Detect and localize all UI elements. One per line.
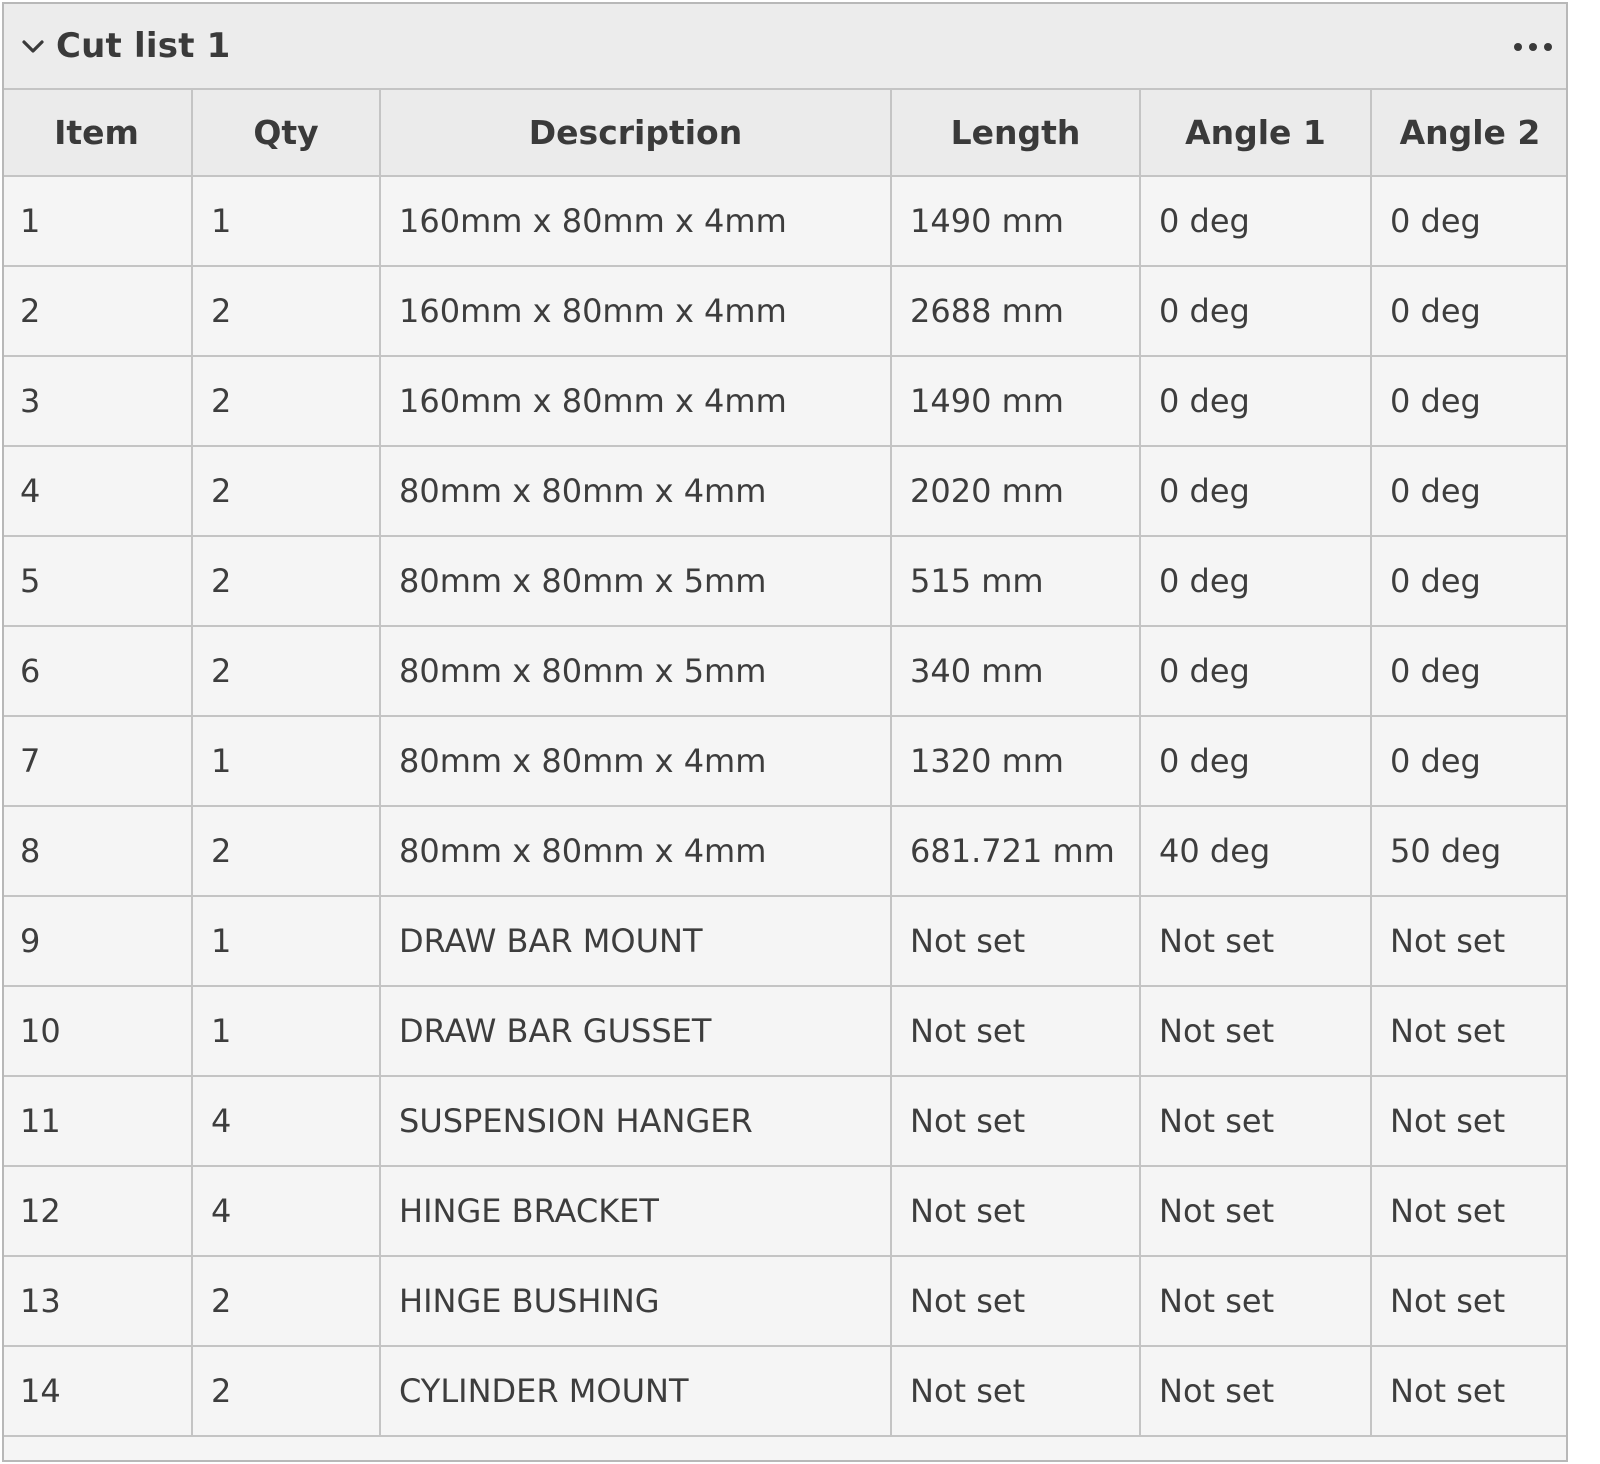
- cell-angle-1: 0 deg: [1140, 176, 1371, 266]
- cell-length: Not set: [891, 986, 1140, 1076]
- cell-angle-1: Not set: [1140, 1346, 1371, 1436]
- cell-item: 14: [2, 1346, 192, 1436]
- column-header-angle-1[interactable]: Angle 1: [1140, 90, 1371, 176]
- cell-length: Not set: [891, 1256, 1140, 1346]
- cell-angle-1: Not set: [1140, 1256, 1371, 1346]
- cell-length: 681.721 mm: [891, 806, 1140, 896]
- cell-description: HINGE BRACKET: [380, 1166, 891, 1256]
- column-header-item[interactable]: Item: [2, 90, 192, 176]
- cell-angle-1: 0 deg: [1140, 356, 1371, 446]
- table-row[interactable]: [2, 1076, 1568, 1166]
- cell-qty: 2: [192, 446, 380, 536]
- column-header-qty[interactable]: Qty: [192, 90, 380, 176]
- cell-length: Not set: [891, 1346, 1140, 1436]
- cell-angle-2: Not set: [1371, 1076, 1568, 1166]
- cell-qty: 2: [192, 1346, 380, 1436]
- cell-description: SUSPENSION HANGER: [380, 1076, 891, 1166]
- cell-angle-2: Not set: [1371, 1166, 1568, 1256]
- cell-description: 80mm x 80mm x 4mm: [380, 446, 891, 536]
- cell-item: 5: [2, 536, 192, 626]
- cell-angle-1: 0 deg: [1140, 536, 1371, 626]
- cell-angle-2: 0 deg: [1371, 446, 1568, 536]
- cell-description: 80mm x 80mm x 5mm: [380, 626, 891, 716]
- cell-angle-1: Not set: [1140, 986, 1371, 1076]
- cell-length: 1490 mm: [891, 356, 1140, 446]
- cell-description: 80mm x 80mm x 4mm: [380, 806, 891, 896]
- cell-item: 4: [2, 446, 192, 536]
- cell-item: 10: [2, 986, 192, 1076]
- cell-item: 3: [2, 356, 192, 446]
- cell-qty: 1: [192, 716, 380, 806]
- cell-angle-2: Not set: [1371, 1256, 1568, 1346]
- cell-item: 9: [2, 896, 192, 986]
- chevron-down-icon[interactable]: [18, 31, 48, 61]
- cell-length: 2688 mm: [891, 266, 1140, 356]
- cell-qty: 1: [192, 176, 380, 266]
- table-row[interactable]: [2, 536, 1568, 626]
- cell-qty: 2: [192, 626, 380, 716]
- cell-item: 7: [2, 716, 192, 806]
- cell-qty: 4: [192, 1166, 380, 1256]
- cell-angle-1: 40 deg: [1140, 806, 1371, 896]
- cell-description: 160mm x 80mm x 4mm: [380, 176, 891, 266]
- cell-angle-2: Not set: [1371, 1346, 1568, 1436]
- cell-length: 1490 mm: [891, 176, 1140, 266]
- table-row[interactable]: [2, 1166, 1568, 1256]
- cell-angle-2: 0 deg: [1371, 626, 1568, 716]
- cell-angle-1: 0 deg: [1140, 266, 1371, 356]
- cell-length: 515 mm: [891, 536, 1140, 626]
- table-row[interactable]: [2, 896, 1568, 986]
- cell-qty: 1: [192, 896, 380, 986]
- cell-angle-2: 0 deg: [1371, 536, 1568, 626]
- cell-description: DRAW BAR MOUNT: [380, 896, 891, 986]
- cell-item: 1: [2, 176, 192, 266]
- cell-qty: 2: [192, 356, 380, 446]
- panel-title: Cut list 1: [56, 26, 231, 66]
- table-header-row: [2, 90, 1568, 176]
- cell-angle-1: 0 deg: [1140, 626, 1371, 716]
- cell-angle-1: 0 deg: [1140, 446, 1371, 536]
- cell-qty: 4: [192, 1076, 380, 1166]
- cell-angle-2: Not set: [1371, 986, 1568, 1076]
- cell-qty: 2: [192, 266, 380, 356]
- more-horizontal-icon[interactable]: [1508, 32, 1558, 62]
- table-row[interactable]: [2, 716, 1568, 806]
- column-header-length[interactable]: Length: [891, 90, 1140, 176]
- cell-description: HINGE BUSHING: [380, 1256, 891, 1346]
- cell-description: 80mm x 80mm x 5mm: [380, 536, 891, 626]
- cell-angle-1: Not set: [1140, 1166, 1371, 1256]
- cell-angle-1: 0 deg: [1140, 716, 1371, 806]
- cell-length: 1320 mm: [891, 716, 1140, 806]
- cell-angle-1: Not set: [1140, 896, 1371, 986]
- table-row[interactable]: [2, 266, 1568, 356]
- cell-angle-2: 0 deg: [1371, 266, 1568, 356]
- cell-item: 11: [2, 1076, 192, 1166]
- cell-qty: 1: [192, 986, 380, 1076]
- table-row[interactable]: [2, 1346, 1568, 1436]
- cell-item: 8: [2, 806, 192, 896]
- table-row[interactable]: [2, 446, 1568, 536]
- table-row[interactable]: [2, 356, 1568, 446]
- column-header-angle-2[interactable]: Angle 2: [1371, 90, 1568, 176]
- column-header-description[interactable]: Description: [380, 90, 891, 176]
- cell-length: 2020 mm: [891, 446, 1140, 536]
- table-row[interactable]: [2, 986, 1568, 1076]
- cell-item: 13: [2, 1256, 192, 1346]
- cell-length: 340 mm: [891, 626, 1140, 716]
- cell-angle-2: 0 deg: [1371, 176, 1568, 266]
- cell-item: 12: [2, 1166, 192, 1256]
- cell-qty: 2: [192, 1256, 380, 1346]
- table-row[interactable]: [2, 806, 1568, 896]
- cell-description: DRAW BAR GUSSET: [380, 986, 891, 1076]
- table-row[interactable]: [2, 1256, 1568, 1346]
- cell-length: Not set: [891, 1076, 1140, 1166]
- cell-item: 2: [2, 266, 192, 356]
- cell-qty: 2: [192, 536, 380, 626]
- cell-length: Not set: [891, 896, 1140, 986]
- cell-length: Not set: [891, 1166, 1140, 1256]
- cell-angle-2: 0 deg: [1371, 716, 1568, 806]
- table-row[interactable]: [2, 626, 1568, 716]
- cell-angle-2: 0 deg: [1371, 356, 1568, 446]
- cell-angle-2: 50 deg: [1371, 806, 1568, 896]
- cell-description: 160mm x 80mm x 4mm: [380, 356, 891, 446]
- cell-description: 80mm x 80mm x 4mm: [380, 716, 891, 806]
- cell-angle-2: Not set: [1371, 896, 1568, 986]
- cell-item: 6: [2, 626, 192, 716]
- panel-header: [4, 4, 1566, 90]
- cell-qty: 2: [192, 806, 380, 896]
- cut-list-table: [2, 90, 1568, 1437]
- table-row[interactable]: [2, 176, 1568, 266]
- cut-list-panel: [2, 2, 1568, 1462]
- cell-description: CYLINDER MOUNT: [380, 1346, 891, 1436]
- cell-description: 160mm x 80mm x 4mm: [380, 266, 891, 356]
- cell-angle-1: Not set: [1140, 1076, 1371, 1166]
